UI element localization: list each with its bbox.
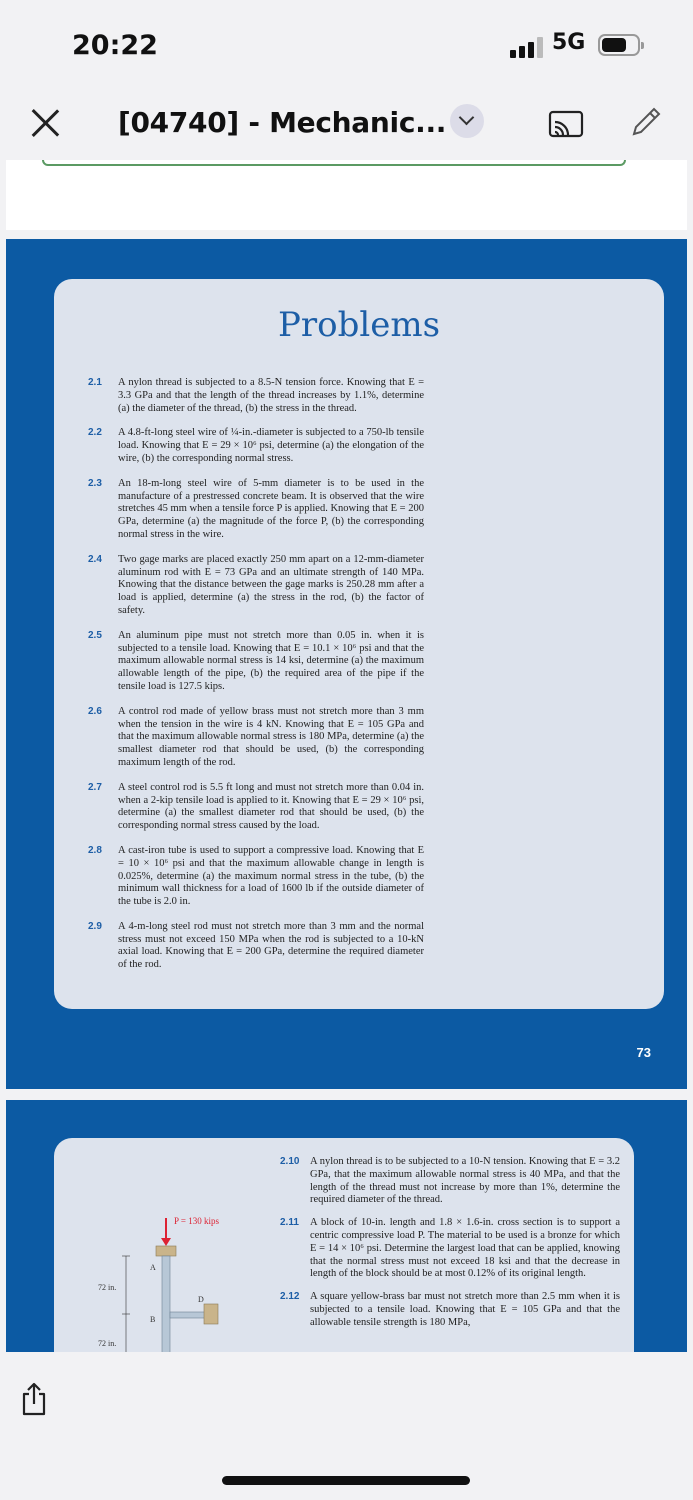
- edit-icon[interactable]: [628, 104, 664, 140]
- column-figure: [70, 1208, 280, 1352]
- problem-item: 2.6 A control rod made of yellow brass must not stretch more than 3 mm when the tension in the wire is 4 kN. Knowing that E = 105 GPa and that the maximum allowable normal stress is 180 MPa, determine (a) the smallest diameter rod that should be used, (b) the corresponding maximum length of the rod.: [88, 705, 424, 768]
- problems-panel: [54, 279, 664, 1009]
- problem-item: 2.2 A 4.8-ft-long steel wire of ¼-in.-diameter is subjected to a 750-lb tensile load. Knowing that E = 29 × 10⁶ psi, determine (a) the elongation of the wire, (b) the corresponding normal stress.: [88, 427, 424, 464]
- load-label: P = 130 kips: [174, 1216, 219, 1226]
- problem-item: 2.5 An aluminum pipe must not stretch more than 0.05 in. when it is subjected to a tensile load. Knowing that E = 10.1 × 10⁶ psi and that the maximum allowable normal stress is 14 ksi, determine (a) the maximum allowable length of the pipe, (b) the required area of the pipe if the tensile load is 127.5 kips.: [88, 629, 424, 692]
- page-heading: Problems: [277, 305, 441, 345]
- network-type: 5G: [552, 30, 586, 55]
- document-toolbar: [0, 90, 693, 160]
- point-a-label: A: [150, 1263, 156, 1272]
- problem-item: 2.10 A nylon thread is to be subjected to a 10-N tension. Knowing that E = 3.2 GPa, that the maximum allowable normal stress is 40 MPa, and that the length of the thread must not increase by more than 1%, determine the required diameter of the thread.: [280, 1156, 620, 1206]
- problem-item: 2.9 A 4-m-long steel rod must not stretch more than 3 mm and the normal stress must not exceed 150 MPa when the rod is subjected to a 10-kN axial load. Knowing that E = 200 GPa, determine the required diameter of the rod.: [88, 920, 424, 971]
- pdf-page-73: [6, 239, 687, 1089]
- cast-icon[interactable]: [548, 110, 584, 138]
- problem-list: [280, 1156, 620, 1340]
- signal-icon: [510, 36, 544, 58]
- pdf-page-74: [6, 1100, 687, 1352]
- point-d-label: D: [198, 1295, 204, 1304]
- problem-item: 2.11 A block of 10-in. length and 1.8 × 1.6-in. cross section is to support a centric compressive load P. The material to be used is a bronze for which E = 14 × 10⁶ psi. Determine the largest load that can be applied, knowing that the normal stress must not exceed 18 ksi and that the decrease in length of the block should be at most 0.12% of its original length.: [280, 1217, 620, 1280]
- problem-item: 2.4 Two gage marks are placed exactly 250 mm apart on a 12-mm-diameter aluminum rod with E = 73 GPa and an ultimate strength of 140 MPa. Knowing that the distance between the gage marks is 250.28 mm after a load is applied, determine (a) the stress in the rod, (b) the factor of safety.: [88, 553, 424, 616]
- status-bar: [0, 0, 693, 90]
- status-time: 20:22: [72, 30, 158, 61]
- close-icon[interactable]: [30, 108, 60, 138]
- point-b-label: B: [150, 1315, 156, 1324]
- problem-item: 2.1 A nylon thread is subjected to a 8.5-N tension force. Knowing that E = 3.3 GPa and that the length of the thread increases by 1.1%, determine (a) the diameter of the thread, (b) the stress in the thread.: [88, 377, 424, 414]
- problem-item: 2.12 A square yellow-brass bar must not stretch more than 2.5 mm when it is subjected to a tensile load. Knowing that E = 105 GPa and that the allowable tensile strength is 180 MPa,: [280, 1291, 620, 1328]
- battery-icon: [598, 34, 640, 56]
- problem-item: 2.3 An 18-m-long steel wire of 5-mm diameter is to be used in the manufacture of a prestressed concrete beam. It is observed that the wire stretches 45 mm when a tensile force P is applied. Knowing that E = 200 GPa, determine (a) the magnitude of the force P, (b) the corresponding normal stress in the wire.: [88, 477, 424, 540]
- home-indicator[interactable]: [222, 1476, 470, 1485]
- previous-page-fragment: [6, 160, 687, 230]
- dimension-label: 72 in.: [98, 1283, 117, 1292]
- share-icon[interactable]: [20, 1382, 48, 1416]
- chevron-down-icon[interactable]: [450, 104, 484, 138]
- document-title[interactable]: [04740] - Mechanic...: [118, 106, 447, 139]
- problem-item: 2.8 A cast-iron tube is used to support a compressive load. Knowing that E = 10 × 10⁶ psi and that the maximum allowable change in length is 0.025%, determine (a) the maximum normal stress in the tube, (b) the minimum wall thickness for a load of 1600 lb if the outside diameter of the tube is 2.0 in.: [88, 844, 424, 908]
- dimension-label: 72 in.: [98, 1339, 117, 1348]
- bottom-toolbar: [0, 1352, 693, 1500]
- page-number: 73: [636, 1045, 651, 1060]
- problems-panel: [54, 1138, 634, 1352]
- problem-item: 2.7 A steel control rod is 5.5 ft long and must not stretch more than 0.04 in. when a 2-kip tensile load is applied to it. Knowing that E = 29 × 10⁶ psi, determine (a) the smallest diameter rod that should be used, (b) the corresponding normal stress caused by the load.: [88, 781, 424, 832]
- problem-list: [88, 377, 424, 984]
